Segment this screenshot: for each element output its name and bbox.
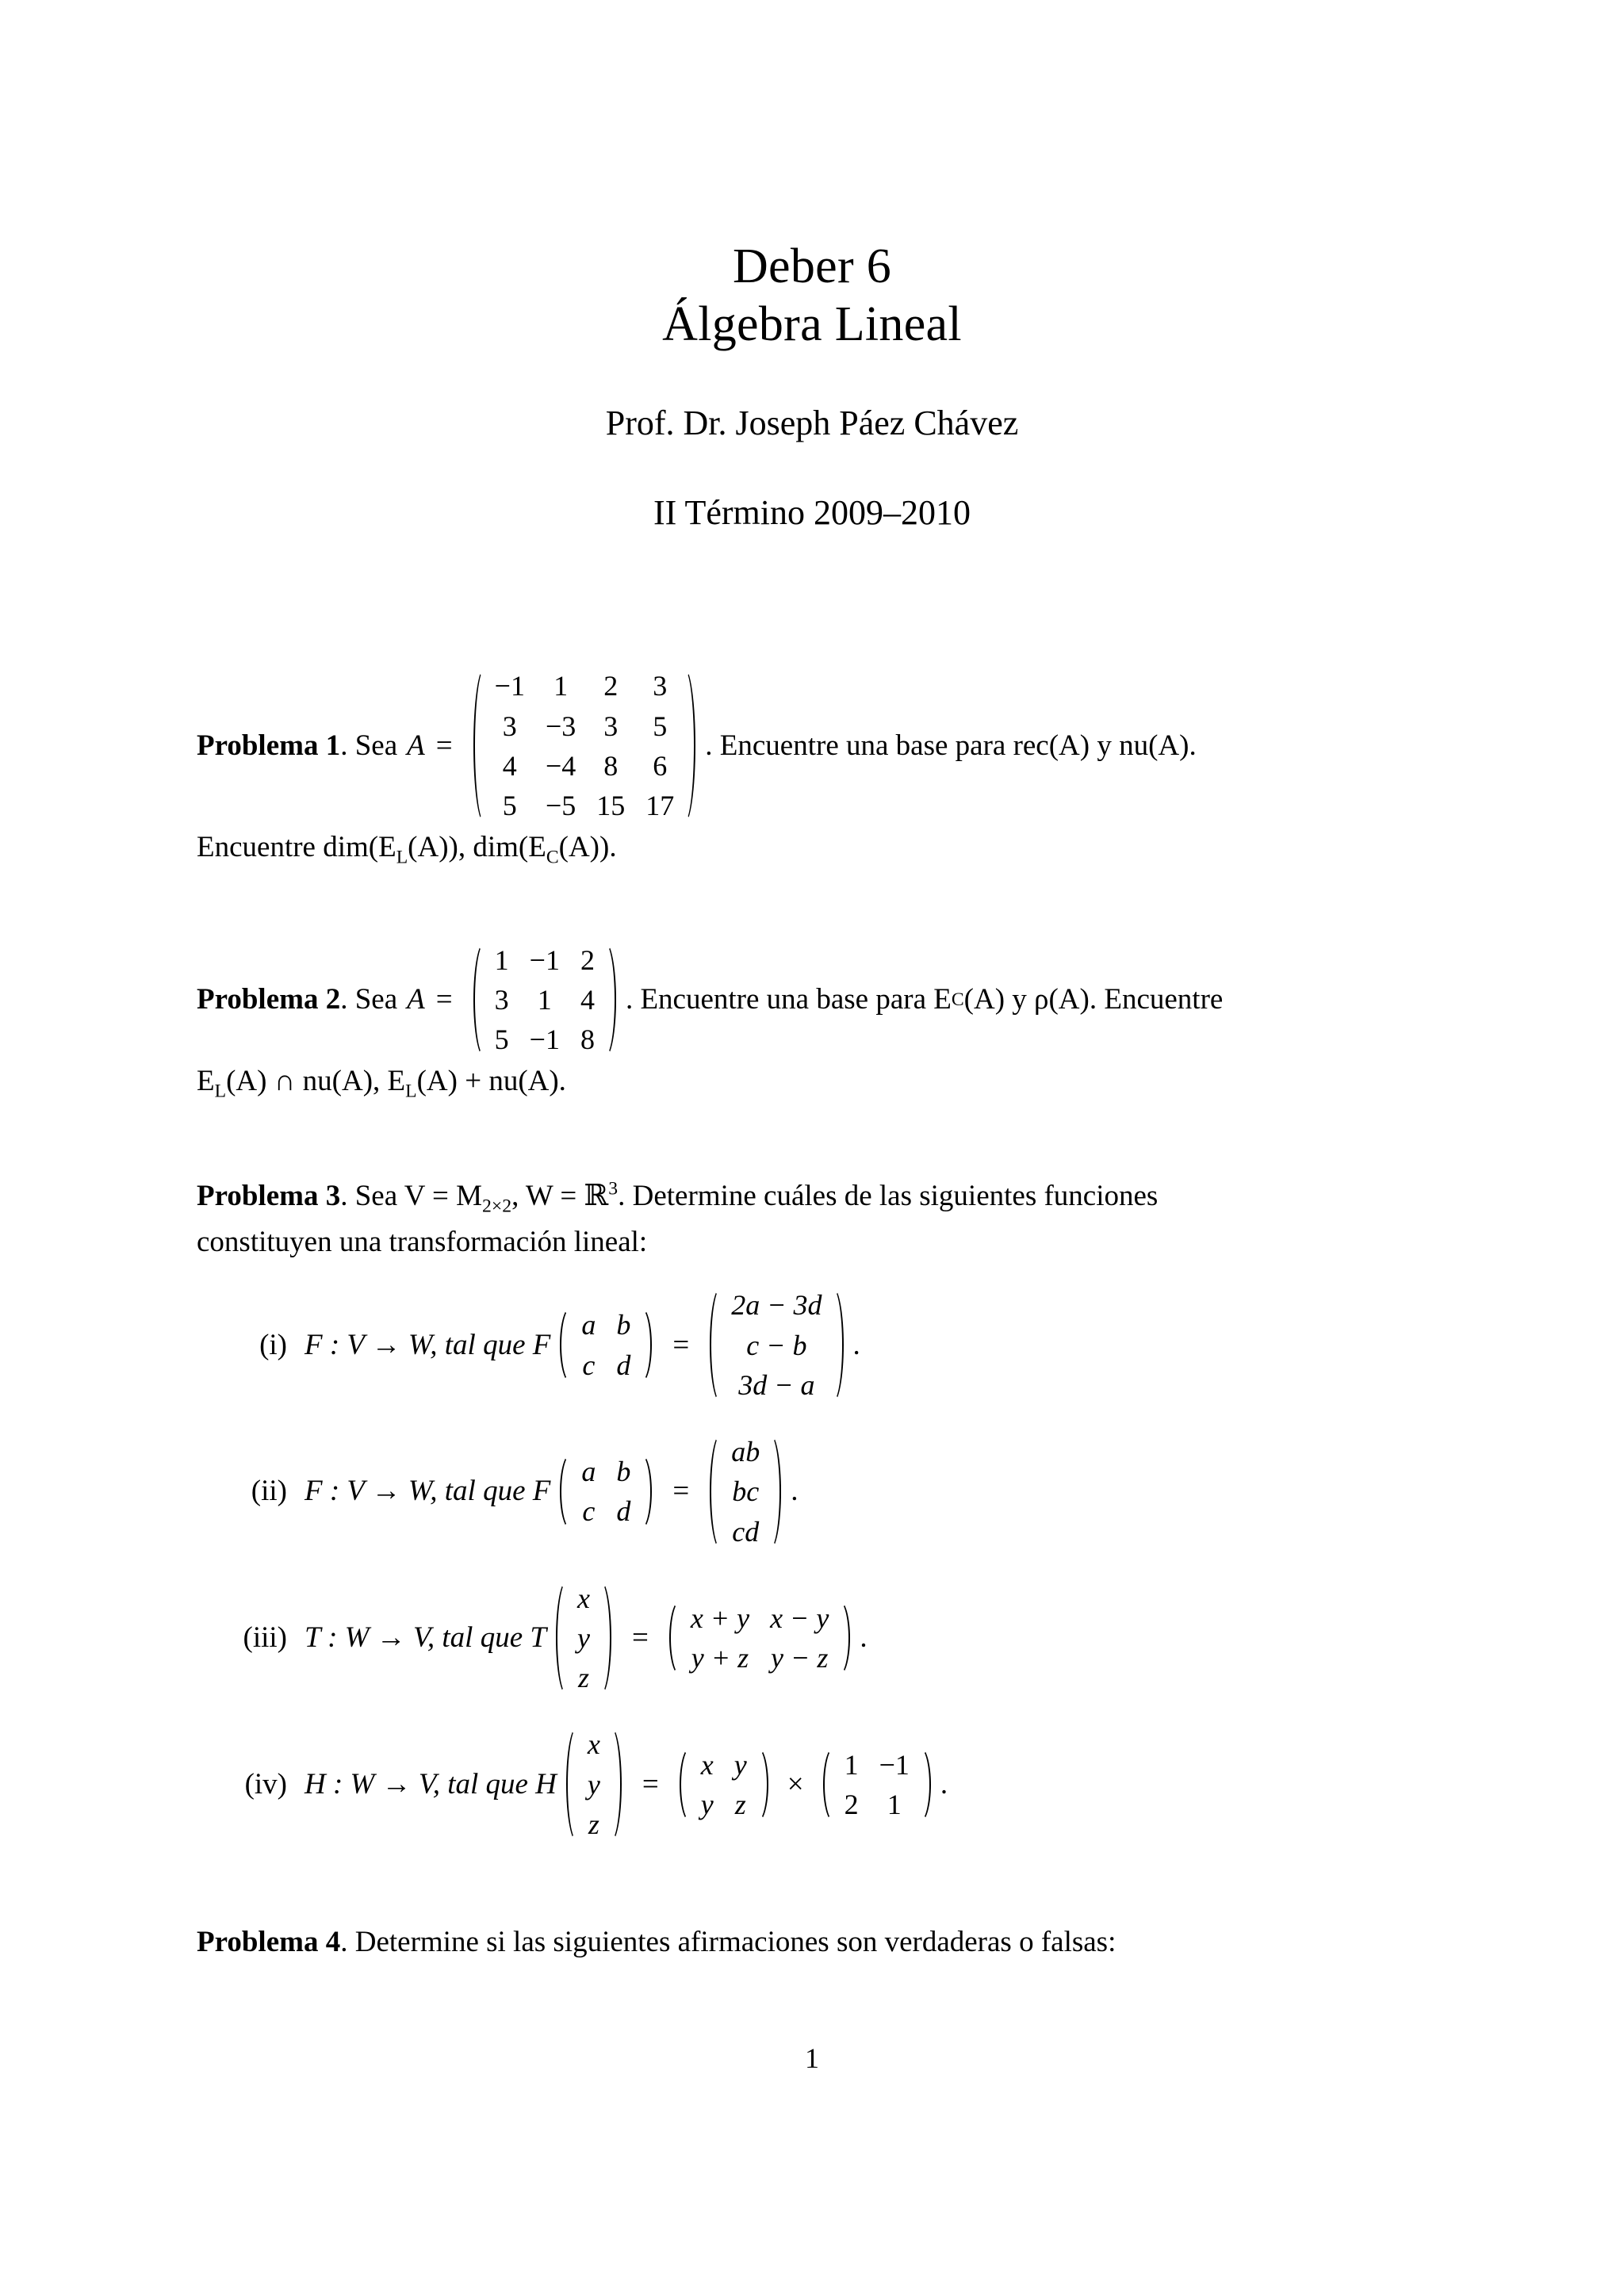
matrix-cell: 8	[580, 1024, 595, 1056]
matrix-cell: 1	[887, 1788, 902, 1820]
problem-3-stmt-b: , W = ℝ	[511, 1179, 609, 1212]
matrix-cell: 1	[844, 1748, 859, 1781]
matrix-cell: y	[700, 1788, 714, 1820]
matrix-cell: −1	[494, 670, 525, 702]
matrix-cell: 3	[603, 710, 619, 742]
matrix-cell: 17	[645, 790, 675, 822]
matrix-cell: −5	[545, 790, 576, 822]
paren-left	[469, 940, 485, 1060]
matrix-cell: 3d − a	[738, 1368, 815, 1401]
item-extra-matrix	[818, 1745, 936, 1824]
paren-right	[833, 1285, 848, 1405]
matrix-cell: a	[581, 1309, 596, 1341]
problem-1	[197, 666, 1427, 871]
matrix-cell: 3	[494, 983, 509, 1016]
paren-right	[757, 1745, 773, 1824]
problem-3-stmt-sub: 2×2	[482, 1196, 512, 1217]
problem-1-eq: =	[435, 729, 453, 762]
matrix-cell: 3	[502, 710, 517, 742]
paren-right	[641, 1452, 657, 1531]
matrix-cell: x	[587, 1728, 600, 1761]
problem-1-line1	[197, 666, 1427, 825]
matrix-cell: ab	[731, 1436, 760, 1468]
matrix-cell: y	[733, 1748, 747, 1781]
paren-right	[600, 1578, 616, 1698]
matrix-cell: 15	[596, 790, 626, 822]
matrix-cell: z	[734, 1788, 746, 1820]
matrix-cell: z	[588, 1808, 599, 1840]
problem-4-name: Problema 4	[197, 1926, 341, 1959]
matrix-cell: b	[616, 1456, 631, 1488]
problem-2-sub-l2: L	[405, 1081, 417, 1102]
matrix-cell: 4	[580, 983, 595, 1016]
problem-3-stmt-sup: 3	[608, 1178, 619, 1200]
paren-right	[605, 940, 621, 1060]
paren-right	[839, 1598, 855, 1678]
matrix-cell: d	[616, 1495, 631, 1528]
problem-2-sub-l1: L	[214, 1081, 227, 1102]
matrix-cell: 6	[653, 749, 668, 782]
item-result-matrix	[705, 1285, 848, 1405]
item-label: (i)	[259, 1328, 287, 1361]
problem-1-sub-l: L	[396, 847, 408, 868]
matrix-cell: c	[582, 1349, 596, 1381]
problem-2-eq: =	[435, 982, 453, 1016]
problem-2-name: Problema 2	[197, 982, 341, 1016]
matrix-cell: y	[587, 1768, 600, 1800]
matrix-cell: bc	[732, 1475, 760, 1508]
problem-1-matrix	[469, 666, 701, 825]
paren-left	[561, 1724, 577, 1844]
item-result-matrix	[705, 1432, 786, 1552]
item-suffix: .	[852, 1328, 860, 1361]
problem-3-stmt-c: . Determine cuáles de las siguientes funciones	[618, 1179, 1159, 1212]
paren-left	[469, 666, 485, 825]
matrix-cell: b	[616, 1309, 631, 1341]
matrix-cell: 5	[653, 710, 668, 742]
problem-2-line1	[197, 940, 1427, 1060]
matrix-cell: −4	[545, 749, 576, 782]
problem-3-name: Problema 3	[197, 1179, 341, 1212]
paren-left	[555, 1452, 571, 1531]
item-arg-matrix	[555, 1305, 657, 1384]
title-block	[197, 0, 1427, 533]
paren-right	[770, 1432, 786, 1552]
problem-1-lead: . Sea	[340, 729, 398, 762]
item-eq: =	[642, 1767, 659, 1800]
matrix-cell: y + z	[691, 1642, 749, 1674]
matrix-cell: y	[576, 1622, 590, 1654]
problem-2-lead: . Sea	[340, 982, 398, 1016]
item-eq: =	[672, 1475, 690, 1508]
term-line: II Término 2009–2010	[653, 493, 971, 533]
problem-2-var: A	[407, 982, 425, 1016]
times-symbol: ×	[787, 1767, 804, 1800]
list-item	[197, 1432, 1427, 1552]
matrix-cell: 2	[844, 1788, 859, 1820]
problem-2-sub-c: C	[951, 989, 964, 1010]
paren-left	[675, 1745, 691, 1824]
item-result-matrix	[675, 1745, 773, 1824]
matrix-cell: −1	[529, 1024, 560, 1056]
page-title: Deber 6	[732, 239, 892, 293]
matrix-cell: 1	[553, 670, 569, 702]
problem-1-text-after: . Encuentre una base para rec(A) y nu(A).	[705, 729, 1197, 762]
problem-4	[197, 1920, 1427, 1965]
list-item	[197, 1578, 1427, 1698]
problem-1-name: Problema 1	[197, 729, 341, 762]
item-suffix: .	[860, 1621, 868, 1654]
matrix-cell: 8	[603, 749, 619, 782]
problem-1-line2	[197, 825, 1427, 871]
paren-left	[705, 1432, 721, 1552]
problem-2	[197, 940, 1427, 1106]
item-suffix: .	[791, 1475, 799, 1508]
problem-3	[197, 1174, 1427, 1844]
paren-left	[555, 1305, 571, 1384]
problem-3-statement	[197, 1174, 1427, 1220]
item-arg-matrix	[551, 1578, 616, 1698]
paren-right	[684, 666, 700, 825]
paren-right	[920, 1745, 936, 1824]
item-arg-matrix	[555, 1452, 657, 1531]
item-label: (ii)	[251, 1475, 287, 1508]
matrix-cell: 1	[537, 983, 552, 1016]
paren-right	[641, 1305, 657, 1384]
problem-1-line2-c: (A)).	[558, 831, 617, 864]
item-prefix: F : V → W, tal que F	[304, 1328, 551, 1361]
matrix-cell: x	[576, 1582, 590, 1614]
page-number: 1	[805, 2042, 819, 2074]
item-prefix: F : V → W, tal que F	[304, 1475, 551, 1508]
matrix-cell: z	[577, 1662, 589, 1694]
problem-2-line2	[197, 1059, 1427, 1105]
matrix-cell: c	[582, 1495, 596, 1528]
problem-1-line2-a: Encuentre dim(E	[197, 831, 396, 864]
problem-1-var: A	[407, 729, 425, 762]
matrix-cell: c − b	[746, 1329, 807, 1361]
page-subtitle: Álgebra Lineal	[662, 297, 962, 352]
matrix-cell: 1	[494, 943, 509, 976]
problem-3-statement-line2: constituyen una transformación lineal:	[197, 1226, 648, 1259]
matrix-cell: 3	[653, 670, 668, 702]
problem-2-line2-b: (A) ∩ nu(A), E	[226, 1065, 406, 1098]
matrix-cell: −1	[529, 943, 560, 976]
item-arg-matrix	[561, 1724, 626, 1844]
problem-2-matrix	[469, 940, 621, 1060]
problem-3-items	[197, 1285, 1427, 1844]
matrix-cell: −3	[545, 710, 576, 742]
matrix-cell: d	[616, 1349, 631, 1381]
document-body	[197, 666, 1427, 1965]
problem-2-text-a: . Encuentre una base para E	[625, 982, 952, 1016]
matrix-cell: y − z	[771, 1642, 829, 1674]
matrix-cell: 2	[603, 670, 619, 702]
matrix-cell: x + y	[690, 1601, 750, 1634]
item-suffix: .	[940, 1767, 948, 1800]
item-eq: =	[631, 1621, 649, 1654]
list-item	[197, 1285, 1427, 1405]
matrix-cell: 2	[580, 943, 595, 976]
paren-left	[665, 1598, 680, 1678]
matrix-cell: 2a − 3d	[731, 1289, 822, 1322]
matrix-cell: cd	[732, 1515, 760, 1548]
matrix-cell: a	[581, 1456, 596, 1488]
problem-3-stmt-a: . Sea V = M	[340, 1179, 483, 1212]
matrix-cell: 4	[502, 749, 517, 782]
problem-1-sub-c: C	[546, 847, 559, 868]
problem-2-line2-a: E	[197, 1065, 215, 1098]
item-eq: =	[672, 1328, 690, 1361]
item-label: (iii)	[243, 1621, 287, 1654]
item-prefix: T : W → V, tal que T	[304, 1621, 546, 1654]
problem-2-line2-c: (A) + nu(A).	[416, 1065, 566, 1098]
paren-right	[611, 1724, 626, 1844]
problem-2-text-b: (A) y ρ(A). Encuentre	[963, 982, 1224, 1016]
matrix-cell: x − y	[770, 1601, 829, 1634]
problem-4-statement: . Determine si las siguientes afirmaciones son verdaderas o falsas:	[340, 1926, 1116, 1959]
matrix-cell: 5	[494, 1024, 509, 1056]
matrix-cell: 5	[502, 790, 517, 822]
matrix-cell: x	[700, 1748, 714, 1781]
list-item	[197, 1724, 1427, 1844]
item-result-matrix	[665, 1598, 856, 1678]
item-prefix: H : W → V, tal que H	[304, 1767, 557, 1800]
paren-left	[551, 1578, 567, 1698]
problem-1-line2-b: (A)), dim(E	[408, 831, 546, 864]
item-label: (iv)	[244, 1767, 287, 1800]
author-line: Prof. Dr. Joseph Páez Chávez	[605, 404, 1019, 443]
paren-left	[705, 1285, 721, 1405]
paren-left	[818, 1745, 834, 1824]
matrix-cell: −1	[879, 1748, 910, 1781]
